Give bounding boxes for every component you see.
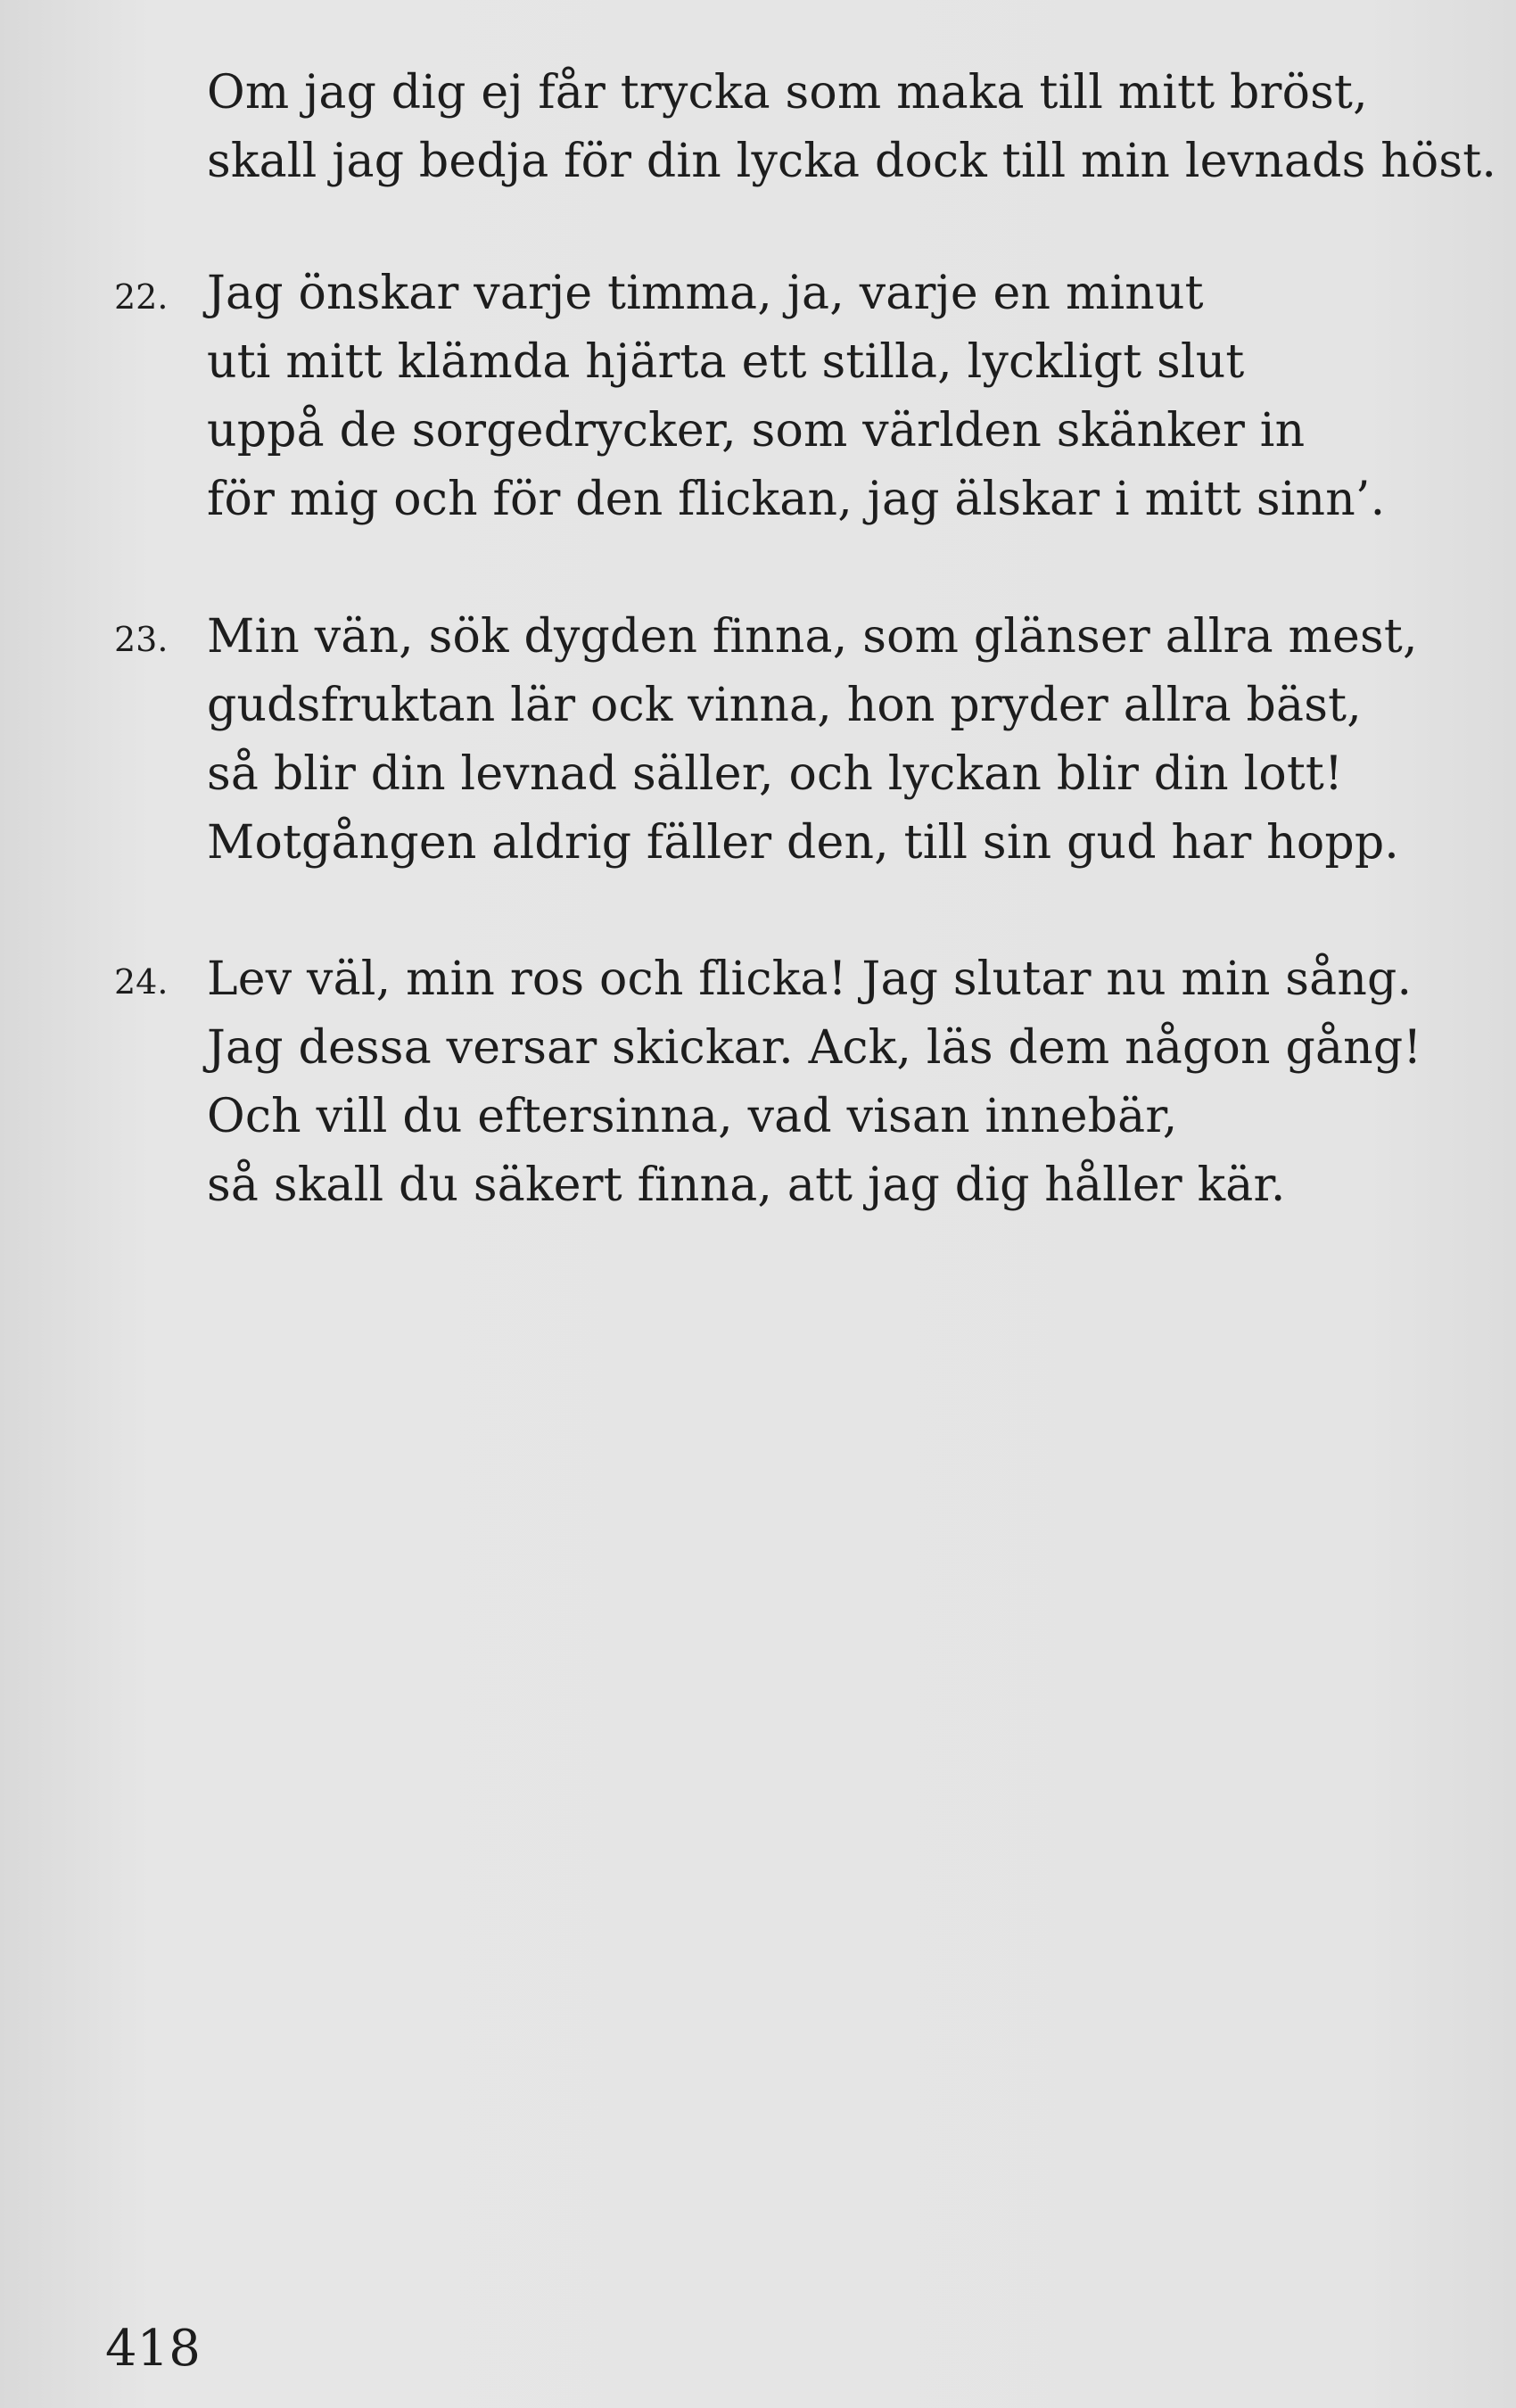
verse-number: 23. [114,620,169,659]
verse-line: för mig och för den flickan, jag älskar i mitt sinn’. [207,473,1386,526]
verse-line: Jag önskar varje timma, ja, varje en minut [207,267,1204,320]
verse-line: Motgången aldrig fäller den, till sin gud har hopp. [207,816,1400,870]
verse-line: Min vän, sök dygden finna, som glänser allra mest, [207,610,1418,664]
verse-line: uti mitt klämda hjärta ett stilla, lyckligt slut [207,335,1245,389]
verse-line: Och vill du eftersinna, vad visan innebär, [207,1090,1178,1143]
verse-line: så skall du säkert finna, att jag dig håller kär. [207,1159,1286,1212]
verse-line: Jag dessa versar skickar. Ack, läs dem någon gång! [207,1021,1422,1075]
intro-line: Om jag dig ej får trycka som maka till mitt bröst, [207,66,1368,120]
verse-line: så blir din levnad säller, och lyckan blir din lott! [207,747,1344,801]
verse-number: 24. [114,962,169,1002]
verse-line: uppå de sorgedrycker, som världen skänker in [207,404,1306,458]
page-number: 418 [105,2320,201,2378]
verse-line: Lev väl, min ros och flicka! Jag slutar nu min sång. [207,952,1413,1006]
verse-number: 22. [114,277,169,317]
verse-line: gudsfruktan lär ock vinna, hon pryder allra bäst, [207,679,1362,732]
intro-line: skall jag bedja för din lycka dock till min levnads höst. [207,135,1497,188]
